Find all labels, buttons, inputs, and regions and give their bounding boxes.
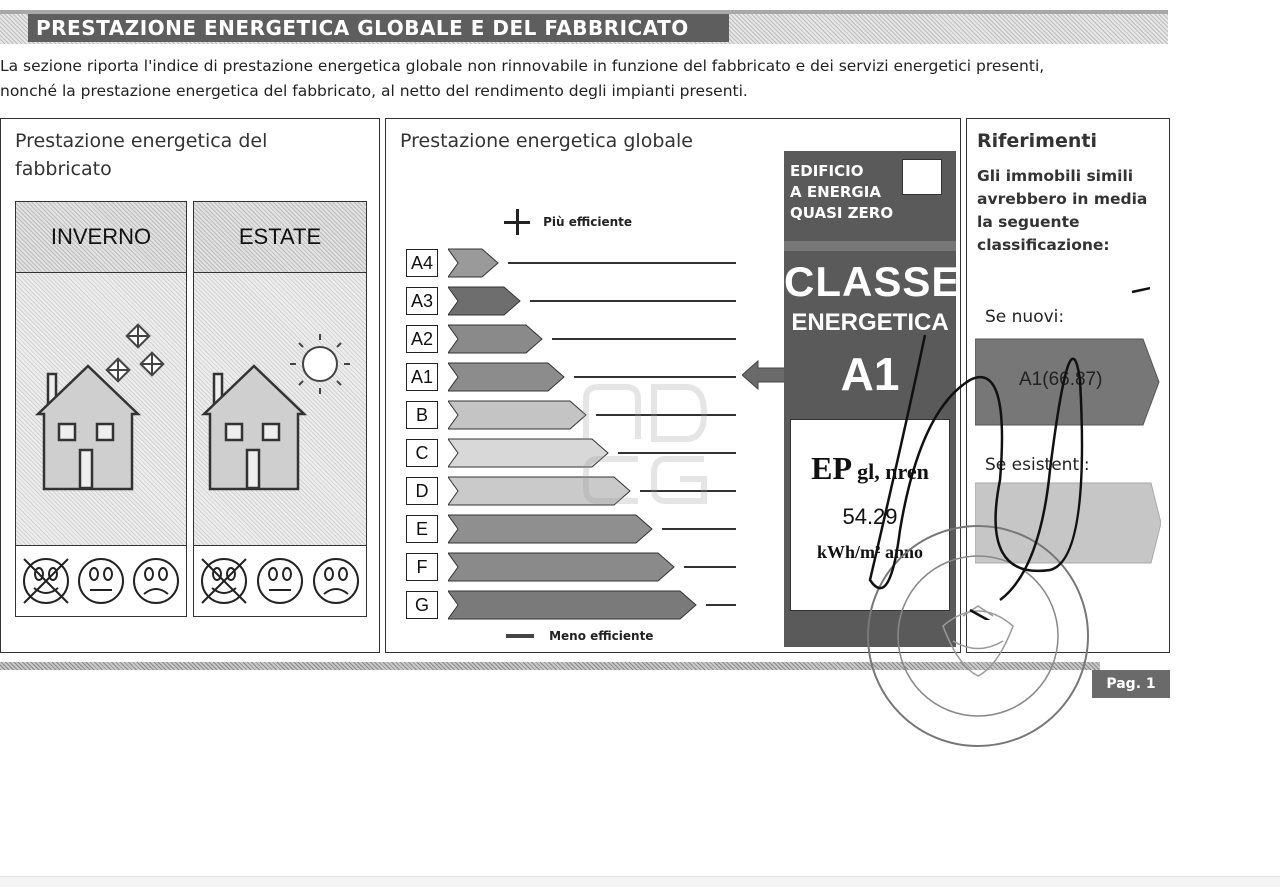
sun-icon (290, 334, 350, 394)
class-leader-line (574, 376, 736, 378)
winter-house-icon (16, 274, 186, 544)
bottom-strip (0, 876, 1280, 887)
riferimenti-desc-line-4: classificazione: (977, 236, 1110, 254)
riferimenti-desc-line-1: Gli immobili simili (977, 167, 1134, 185)
class-row (406, 551, 736, 583)
ep-main: EP (811, 450, 853, 486)
class-label: A3 (406, 287, 438, 315)
class-row (406, 247, 736, 279)
nzeb-label (790, 161, 893, 224)
less-efficient-legend (506, 625, 653, 644)
nzeb-line-3: QUASI ZERO (790, 204, 894, 222)
plus-icon (504, 209, 530, 235)
summer-house-icon (194, 274, 366, 544)
new-buildings-label: Se nuovi: (985, 307, 1065, 327)
existing-buildings-arrow-shape (975, 481, 1161, 565)
fabbricato-panel (0, 118, 380, 653)
class-row (406, 589, 736, 621)
class-row (406, 285, 736, 317)
riferimenti-description (977, 165, 1147, 257)
new-buildings-arrow (975, 337, 1161, 427)
class-value: A1 (840, 348, 900, 400)
summer-column (193, 201, 367, 617)
class-row (406, 513, 736, 545)
class-label: G (406, 591, 438, 619)
winter-smileys (16, 546, 186, 616)
class-label: F (406, 553, 438, 581)
existing-buildings-label: Se esistenti: (985, 455, 1090, 475)
ep-value: 54.29 (842, 504, 898, 529)
ep-box (790, 419, 950, 611)
class-label: E (406, 515, 438, 543)
class-arrow (448, 323, 546, 355)
existing-buildings-arrow (975, 481, 1161, 565)
page-number: Pag. 1 (1092, 670, 1170, 698)
class-label: B (406, 401, 438, 429)
current-class-pointer-icon (742, 359, 788, 391)
class-arrow (448, 399, 590, 431)
more-efficient-label: Più efficiente (543, 215, 633, 229)
class-leader-line (508, 262, 736, 264)
nzeb-line-1: EDIFICIO (790, 162, 864, 180)
class-leader-line (684, 566, 736, 568)
class-label: C (406, 439, 438, 467)
section-title: PRESTAZIONE ENERGETICA GLOBALE E DEL FABBRICATO (28, 14, 729, 42)
class-label: A2 (406, 325, 438, 353)
class-label: A1 (406, 363, 438, 391)
class-arrow (448, 551, 678, 583)
energy-word: ENERGETICA (791, 309, 949, 336)
fabbricato-title-line-1: Prestazione energetica del (15, 130, 268, 152)
class-arrow (448, 285, 524, 317)
class-label: D (406, 477, 438, 505)
ep-unit: kWh/m² anno (817, 542, 923, 562)
class-label: A4 (406, 249, 438, 277)
riferimenti-desc-line-3: la seguente (977, 213, 1080, 231)
footer-rule (0, 662, 1100, 670)
fabbricato-title (15, 127, 267, 183)
class-leader-line (662, 528, 736, 530)
winter-label: INVERNO (16, 202, 186, 273)
nzeb-checkbox (902, 159, 942, 195)
riferimenti-desc-line-2: avrebbero in media (977, 190, 1148, 208)
minus-icon (506, 634, 534, 638)
more-efficient-legend (504, 209, 632, 239)
watermark-logo (576, 379, 716, 509)
ep-heading (791, 450, 949, 487)
new-buildings-value: A1(66.87) (1019, 369, 1103, 390)
nzeb-line-2: A ENERGIA (790, 183, 881, 201)
class-arrow (448, 513, 656, 545)
intro-line-2: nonché la prestazione energetica del fabbricato, al netto del rendimento degli impianti presenti. (0, 82, 748, 100)
badge-separator (784, 241, 956, 251)
class-row (406, 323, 736, 355)
summer-smileys (194, 546, 366, 616)
globale-panel (385, 118, 961, 653)
intro-line-1: La sezione riporta l'indice di prestazione energetica globale non rinnovabile in funzione del fabbricato e dei servizi energetici presenti, (0, 57, 1045, 75)
globale-title: Prestazione energetica globale (400, 130, 693, 152)
class-arrow (448, 361, 568, 393)
class-word: CLASSE (784, 258, 961, 305)
summer-rating-row (194, 545, 366, 616)
snowflake-icon (107, 325, 164, 382)
class-arrow (448, 589, 700, 621)
less-efficient-label: Meno efficiente (549, 628, 654, 643)
class-leader-line (530, 300, 736, 302)
intro-text (0, 54, 1190, 104)
ep-sub: gl, nren (857, 459, 929, 484)
winter-column (15, 201, 187, 617)
class-badge (784, 151, 961, 647)
riferimenti-title: Riferimenti (977, 130, 1097, 152)
class-arrow (448, 247, 502, 279)
class-leader-line (706, 604, 736, 606)
winter-rating-row (16, 545, 186, 616)
summer-label: ESTATE (194, 202, 366, 273)
riferimenti-panel (966, 118, 1170, 653)
fabbricato-title-line-2: fabbricato (15, 158, 112, 180)
class-leader-line (552, 338, 736, 340)
